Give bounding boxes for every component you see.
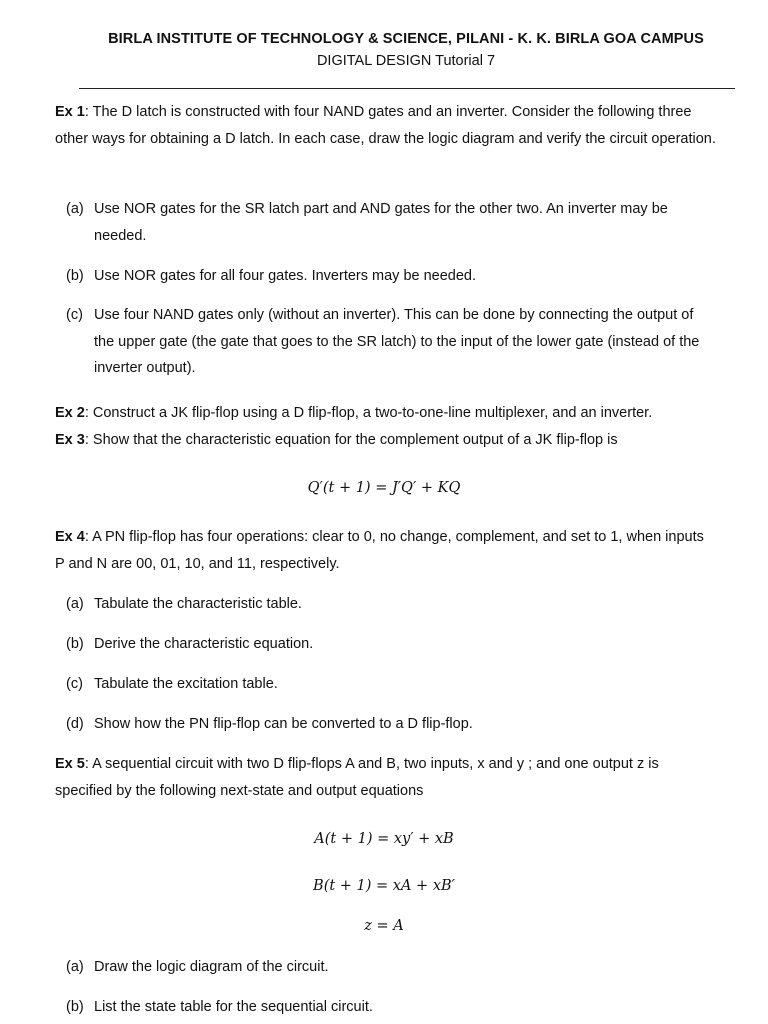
ex3-paragraph [55, 427, 717, 454]
ex5-item-a [66, 954, 717, 981]
ex4-label: Ex 4 [55, 529, 85, 545]
ex4-item-b-label: (b) [66, 636, 84, 652]
ex5-text: : A sequential circuit with two D flip-flops A and B, two inputs, x and y ; and one output z is specified by the following next-state and output equations [55, 756, 659, 799]
ex4-item-c-label: (c) [66, 676, 83, 692]
ex1-label: Ex 1 [55, 104, 85, 120]
ex2-text: : Construct a JK flip-flop using a D flip-flop, a two-to-one-line multiplexer, and an inverter. [84, 405, 653, 421]
ex1-item-a [66, 196, 717, 249]
ex1-text: : The D latch is constructed with four NAND gates and an inverter. Consider the following three other ways for obtaining a D latch. In each case, draw the logic diagram and verify the circuit operation. [55, 104, 716, 147]
ex5-label: Ex 5 [55, 756, 85, 772]
ex5-item-b-label: (b) [66, 999, 84, 1015]
ex3-equation: Q′(t + 1) = J′Q′ + KQ [307, 480, 461, 496]
institute-title: BIRLA INSTITUTE OF TECHNOLOGY & SCIENCE, PILANI - K. K. BIRLA GOA CAMPUS [108, 31, 704, 47]
ex1-item-c-text: Use four NAND gates only (without an inverter). This can be done by connecting the output of the upper gate (the gate that goes to the SR latch) to the input of the lower gate (instead of the inverter output). [94, 307, 700, 376]
ex4-paragraph [55, 524, 717, 577]
ex4-item-a-label: (a) [66, 596, 84, 612]
ex1-item-c [66, 302, 717, 382]
ex1-item-b-text: Use NOR gates for all four gates. Inverters may be needed. [94, 268, 477, 284]
ex1-item-a-label: (a) [66, 201, 84, 217]
ex1-item-b [66, 263, 717, 290]
ex5-paragraph [55, 751, 717, 804]
tutorial-subtitle: DIGITAL DESIGN Tutorial 7 [316, 53, 496, 69]
ex4-item-c [66, 671, 717, 698]
ex5-item-a-text: Draw the logic diagram of the circuit. [94, 959, 329, 975]
header-divider [79, 88, 735, 89]
ex2-label: Ex 2 [55, 405, 85, 421]
ex5-item-b-text: List the state table for the sequential circuit. [94, 999, 373, 1015]
ex4-item-a-text: Tabulate the characteristic table. [94, 596, 302, 612]
ex4-item-d [66, 711, 717, 738]
ex3-label: Ex 3 [55, 432, 85, 448]
ex4-item-d-label: (d) [66, 716, 84, 732]
ex3-text: : Show that the characteristic equation for the complement output of a JK flip-flop is [84, 432, 618, 448]
ex5-item-a-label: (a) [66, 959, 84, 975]
ex5-equation-z: z = A [364, 918, 404, 934]
ex1-item-a-text: Use NOR gates for the SR latch part and AND gates for the other two. An inverter may be needed. [94, 201, 668, 244]
ex5-equation-a: A(t + 1) = xy′ + xB [314, 831, 454, 847]
ex4-item-c-text: Tabulate the excitation table. [94, 676, 278, 692]
ex4-item-b [66, 631, 717, 658]
ex1-item-c-label: (c) [66, 307, 83, 323]
ex5-item-b [66, 994, 717, 1021]
ex1-item-b-label: (b) [66, 268, 84, 284]
ex4-text: : A PN flip-flop has four operations: clear to 0, no change, complement, and set to 1, when inputs P and N are 00, 01, 10, and 11, respectively. [55, 529, 704, 572]
ex1-paragraph [55, 99, 717, 152]
ex4-item-a [66, 591, 717, 618]
ex5-equation-b: B(t + 1) = xA + xB′ [313, 878, 455, 894]
ex4-item-d-text: Show how the PN flip-flop can be converted to a D flip-flop. [94, 716, 473, 732]
ex2-paragraph [55, 400, 717, 427]
ex4-item-b-text: Derive the characteristic equation. [94, 636, 314, 652]
